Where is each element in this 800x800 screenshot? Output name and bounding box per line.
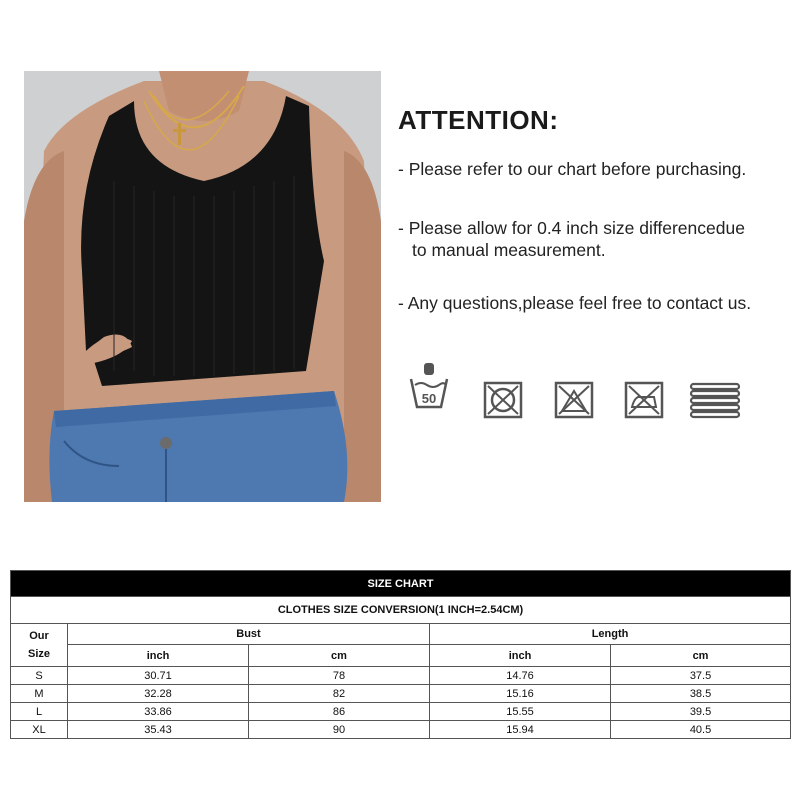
note-size-difference-line2: to manual measurement.: [412, 240, 606, 260]
flat-dry-icon: [689, 381, 741, 419]
attention-notes: [398, 105, 793, 313]
size-chart-title: SIZE CHART: [11, 571, 791, 597]
no-iron-icon: [624, 381, 664, 419]
no-tumble-dry-icon: [483, 381, 523, 419]
note-contact-us: - Any questions,please feel free to contact us.: [398, 293, 752, 313]
length-inch-cell: 14.76: [430, 667, 611, 685]
length-inch-cell: 15.55: [430, 703, 611, 721]
size-conversion-header: CLOTHES SIZE CONVERSION(1 INCH=2.54CM): [11, 597, 791, 624]
table-row: [11, 667, 791, 685]
note-size-difference: [398, 217, 793, 261]
length-cm-cell: 37.5: [611, 667, 791, 685]
length-inch-cell: 15.94: [430, 721, 611, 739]
bust-cm-cell: 86: [249, 703, 430, 721]
note-size-difference-line1: - Please allow for 0.4 inch size differencedue: [398, 218, 745, 238]
bust-cm-header: cm: [249, 645, 430, 667]
bust-cm-cell: 82: [249, 685, 430, 703]
size-cell: M: [11, 685, 68, 703]
bust-inch-cell: 30.71: [68, 667, 249, 685]
length-cm-cell: 38.5: [611, 685, 791, 703]
size-cell: L: [11, 703, 68, 721]
bust-inch-header: inch: [68, 645, 249, 667]
size-column-header: [11, 624, 68, 667]
size-cell: XL: [11, 721, 68, 739]
size-header-line2: Size: [27, 648, 50, 660]
bust-group-header: Bust: [68, 624, 430, 645]
hand-wash-icon: [409, 361, 449, 411]
table-row: [11, 703, 791, 721]
wash-temperature-label: 50: [421, 391, 437, 406]
length-cm-cell: 40.5: [611, 721, 791, 739]
bust-cm-cell: 90: [249, 721, 430, 739]
bust-cm-cell: 78: [249, 667, 430, 685]
table-row: [11, 721, 791, 739]
length-group-header: Length: [430, 624, 791, 645]
size-cell: S: [11, 667, 68, 685]
length-inch-header: inch: [430, 645, 611, 667]
product-photo: [24, 71, 381, 502]
table-row: [11, 685, 791, 703]
crop-top-model-illustration: [24, 71, 381, 502]
note-refer-chart: - Please refer to our chart before purchasing.: [398, 159, 747, 179]
no-wash-icon: [554, 381, 594, 419]
attention-title: ATTENTION:: [398, 105, 559, 135]
length-cm-cell: 39.5: [611, 703, 791, 721]
length-inch-cell: 15.16: [430, 685, 611, 703]
bust-inch-cell: 35.43: [68, 721, 249, 739]
length-cm-header: cm: [611, 645, 791, 667]
bust-inch-cell: 33.86: [68, 703, 249, 721]
size-header-line1: Our: [29, 630, 49, 642]
bust-inch-cell: 32.28: [68, 685, 249, 703]
size-chart-table: [10, 570, 791, 739]
